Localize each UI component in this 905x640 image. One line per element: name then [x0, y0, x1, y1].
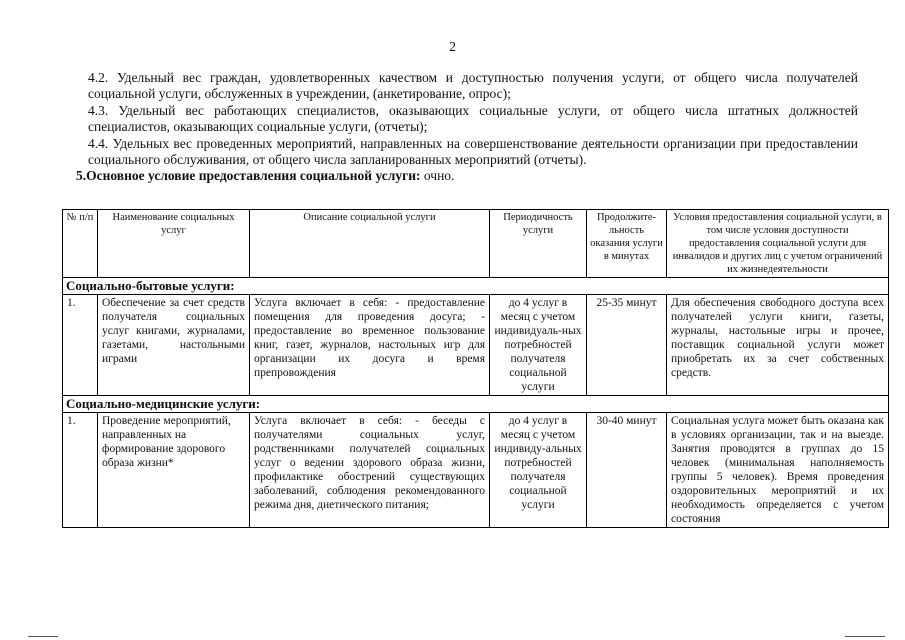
header-conditions: Условия предоставления социальной услуги, в том числе условия доступности предоставления социальной услуги для инвалидов и других лиц с учетом ограничений их жизнедеятельности — [667, 210, 889, 278]
cell-name: Проведение мероприятий, направленных на формирование здорового образа жизни* — [98, 413, 250, 528]
cell-conditions: Социальная услуга может быть оказана как в условиях организации, так и на выезде. Занятия проводятся в группах до 15 человек (минимальная наполняемость группы 5 человек). Время проведения оздоровительных мероприятий и их необходимость определяется с учетом состояния — [667, 413, 889, 528]
cell-periodicity: до 4 услуг в месяц с учетом индивиду-альных потребностей получателя социальной услуги — [490, 413, 587, 528]
cell-conditions: Для обеспечения свободного доступа всех получателей услуги книги, газеты, журналы, настольные игры и прочее, поставщик социальной услуги может приобретать их за счет собственных средств. — [667, 295, 889, 396]
table-row — [63, 413, 889, 528]
table-row — [63, 295, 889, 396]
header-periodicity: Периодичность услуги — [490, 210, 587, 278]
table-header-row — [63, 210, 889, 278]
section-5-label: 5.Основное условие предоставления социальной услуги: — [76, 168, 421, 184]
cell-duration: 25-35 минут — [587, 295, 667, 396]
bottom-rule-right — [845, 636, 885, 637]
header-duration: Продолжите-льность оказания услуги в минутах — [587, 210, 667, 278]
section-5-heading — [76, 168, 858, 184]
cell-description: Услуга включает в себя: - беседы с получателями социальных услуг, родственниками получателей социальных услуг о ведении здорового образа жизни, профилактике обострений существующих заболеваний, соблюдения рекомендованного режима дня, диетического питания; — [250, 413, 490, 528]
cell-description: Услуга включает в себя: - предоставление помещения для проведения досуга; - предоставление во временное пользование книг, газет, журналов, настольных игр для организации их досуга и время препровождения — [250, 295, 490, 396]
intro-text — [76, 70, 858, 185]
cell-num: 1. — [63, 295, 98, 396]
header-name: Наименование социальных услуг — [98, 210, 250, 278]
services-table — [62, 209, 889, 528]
section-row-household — [63, 278, 889, 295]
bottom-rule-left — [28, 636, 58, 637]
section-row-medical — [63, 396, 889, 413]
header-num: № п/п — [63, 210, 98, 278]
page-number: 2 — [449, 40, 456, 55]
paragraph-4-2: 4.2. Удельный вес граждан, удовлетворенных качеством и доступностью получения услуги, от общего числа получателей социальной услуги, обслуженных в учреждении, (анкетирование, опрос); — [88, 70, 858, 102]
cell-num: 1. — [63, 413, 98, 528]
section-medical-label: Социально-медицинские услуги: — [63, 396, 889, 413]
section-5-value: очно. — [420, 168, 455, 184]
section-household-label: Социально-бытовые услуги: — [63, 278, 889, 295]
header-description: Описание социальной услуги — [250, 210, 490, 278]
cell-name: Обеспечение за счет средств получателя социальных услуг книгами, журналами, газетами, настольными играми — [98, 295, 250, 396]
paragraph-4-4: 4.4. Удельных вес проведенных мероприятий, направленных на совершенствование деятельности организации при предоставлении социального обслуживания, от общего числа запланированных мероприятий (отчеты). — [88, 135, 858, 168]
paragraph-4-3: 4.3. Удельный вес работающих специалистов, оказывающих социальные услуги, от общего числа штатных должностей специалистов, оказывающих социальные услуги, (отчеты); — [88, 102, 858, 135]
cell-duration: 30-40 минут — [587, 413, 667, 528]
cell-periodicity: до 4 услуг в месяц с учетом индивидуаль-ных потребностей получателя социальной услуги — [490, 295, 587, 396]
